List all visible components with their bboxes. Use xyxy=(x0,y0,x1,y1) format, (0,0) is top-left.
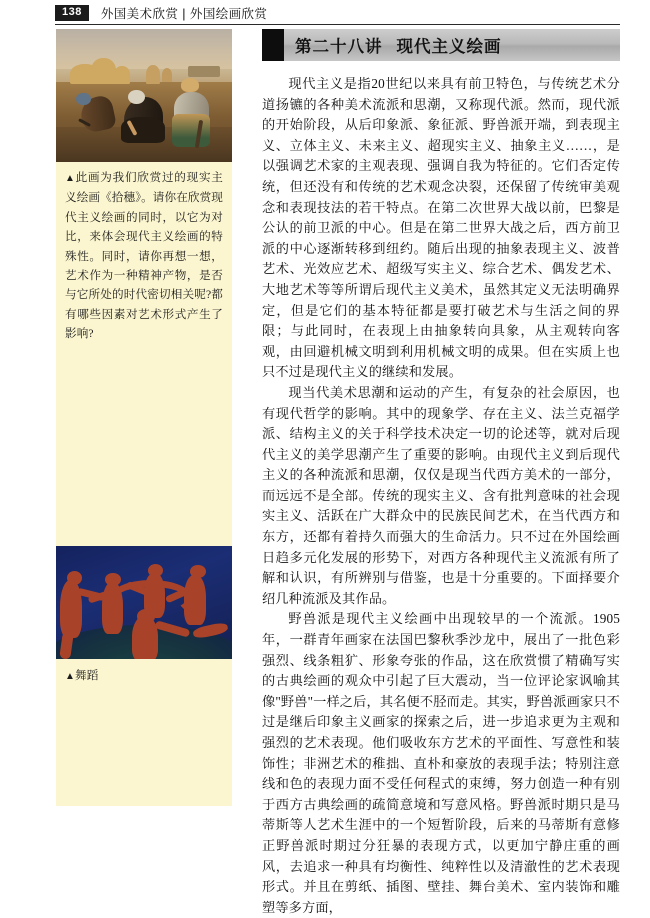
body-paragraph: 野兽派是现代主义绘画中出现较早的一个流派。1905年，一群青年画家在法国巴黎秋季沙龙中，展出了一批色彩强烈、线条粗犷、形象夸张的作品，这在欣赏惯了精确写实的古典绘画的观众中引起了巨大震动，当一位评论家讽喻其像"野兽"一样之后，其名便不胫而走。其实，野兽派画家只不过是继后印象主义画家的探索之后，进一步追求更为主观和强烈的艺术表现。他们吸收东方艺术的平面性、写意性和装饰性；非洲艺术的稚拙、直朴和豪放的表现手法；特别注意线和色的表现力面不受任何程式的束缚，努力创造一种有别于西方古典绘画的疏简意境和写意风格。野兽派时期只是马蒂斯等人艺术生涯中的一个短暂阶段，后来的马蒂斯有意修正野兽派时期过分狂暴的表现方式，以更加宁静庄重的画风，去追求一种具有均衡性、纯粹性以及清澈性的艺术表现形式。并且在剪纸、插图、壁挂、舞台美术、室内装饰和雕塑等多方面， xyxy=(262,611,620,915)
running-head-text xyxy=(101,4,267,22)
body-paragraph: 现当代美术思潮和运动的产生，有复杂的社会原因，也有现代哲学的影响。其中的现象学、存在主义、法兰克福学派、结构主义的关于科学技术决定一切的论述等，就对后现代主义的美学思潮产生了重要的影响。由现代主义到后现代主义的各种流派和思潮，仅仅是现当代西方美术的一部分，而远远不是全部。传统的现实主义、含有批判意味的社会现实主义、活跃在广大群众中的民族民间艺术，在当代西方和东方，还都有着持久而强大的生命活力。只不过在外国绘画日趋多元化发展的形势下，对西方各种现代主义流派有所了解和认识，有所辨别与借鉴，也是十分重要的。下面择要介绍几种流派及其作品。 xyxy=(262,384,620,606)
haystack xyxy=(114,66,130,83)
figure-caption-dance-text: 舞蹈 xyxy=(75,668,99,682)
running-head-separator: | xyxy=(182,7,186,21)
running-head-subsection: 外国绘画欣赏 xyxy=(189,7,268,21)
haystack xyxy=(146,65,160,84)
chapter-title-text: 现代主义绘画 xyxy=(396,38,502,56)
body-text xyxy=(262,74,620,918)
figure-caption-dance xyxy=(56,659,232,686)
dancer-figure xyxy=(102,582,123,634)
figure-sidebar xyxy=(56,29,232,806)
haystack xyxy=(91,58,116,83)
running-head-rule xyxy=(55,24,620,25)
chapter-marker-block xyxy=(262,29,284,61)
gleaner-figure-right xyxy=(169,77,215,146)
triangle-marker-icon: ▲ xyxy=(65,173,76,184)
sidebar-spacer xyxy=(56,344,232,546)
running-head-section: 外国美术欣赏 xyxy=(100,7,179,21)
figure-caption-gleaners xyxy=(56,162,232,344)
gleaner-figure-centre xyxy=(119,86,167,142)
running-head xyxy=(55,4,615,22)
gleaner-figure-left xyxy=(75,89,117,137)
chapter-header xyxy=(262,29,620,61)
page-number: 138 xyxy=(55,5,89,21)
hay-cart xyxy=(188,66,220,77)
figure-image-gleaners xyxy=(56,29,232,162)
triangle-marker-icon: ▲ xyxy=(65,670,75,682)
figure-caption-gleaners-text: 此画为我们欣赏过的现实主义绘画《拾穗》。请你在欣赏现代主义绘画的同时，以它为对比，来体会现代主义绘画的特殊性。同时，请你再想一想，艺术作为一种精神产物，是否与它所处的时代密切相关呢?都有哪些因素对艺术形式产生了影响? xyxy=(65,171,223,341)
body-paragraph: 现代主义是指20世纪以来具有前卫特色，与传统艺术分道扬镳的各种美术流派和思潮，又称现代派。然而，现代派的开始阶段，从后印象派、象征派、野兽派开端，到表现主义、立体主义、未来主义、超现实主义、抽象主义……，是以强调艺术家的主观表现、强调自我为特征的。它们否定传统，但还没有和传统的艺术观念决裂，还保留了传统审美观念和表现技法的若干特点。在第二次世界大战以前，巴黎是公认的前卫派的中心。但是在第二世界大战之后，西方前卫派的中心逐渐转移到纽约。随后出现的抽象表现主义、波普艺术、光效应艺术、超级写实主义、综合艺术、偶发艺术、大地艺术等等所谓后现代主义美术，虽然其定义无法明确界定，但是它们的基本特征都是要打破艺术与生活之间的界限；与此同时，在表现上由抽象转向具象，从主观转向客观，由回避机械文明到利用机械文明的成果。但在实质上也只不过是现代主义的继续和发展。 xyxy=(262,76,620,380)
chapter-title xyxy=(295,33,502,57)
chapter-number: 第二十八讲 xyxy=(295,38,383,56)
dancer-figure xyxy=(184,575,205,625)
main-column xyxy=(262,29,620,918)
figure-image-dance xyxy=(56,546,232,659)
